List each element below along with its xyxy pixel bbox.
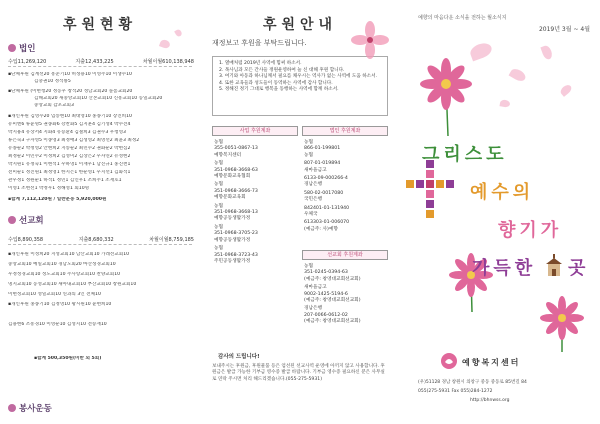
phone-fax: 055)275-5931 Fax 055)284-1272 [418, 389, 493, 394]
cosmos-flower-icon [540, 296, 584, 352]
list-item: 전미순1 정진원1 최정영1 한지은1 한순영1 우지선1 김화석1 [8, 170, 131, 175]
mission-accounts [304, 264, 388, 328]
list-item: 유종순2 박정영2 안현희2 지송순2 최민수2 권화순2 박현심2 [8, 146, 131, 151]
corporation-account-header: 법인 후원계좌 [302, 126, 388, 136]
list-item: 박지용4 유상서4 지화4 유승환4 김철희3 김권수3 우청영3 [8, 130, 126, 135]
section-mission-society: 선교회 [8, 214, 44, 226]
list-item: 최정순2 이민수2 이정희2 김성미2 김상은2 우자연2 유성현2 [8, 154, 131, 159]
notice-item: 3. 여기와 아동과 하나님께서 필요를 채우시는 역사가 없는 사역에 도움 하소서. [219, 74, 378, 80]
carryover-total: 차월이월610,138,948 [142, 59, 194, 65]
business-accounts [214, 140, 298, 267]
flower-decoration-icon [350, 20, 390, 60]
section-volunteer: 봉사운동 [8, 402, 52, 414]
list-item: 김해교회20 새중앙교회10 산본교회10 신흥교회10 동일교회20 [34, 96, 163, 101]
issue-date: 2019년 3월 ~ 4월 [538, 26, 590, 33]
list-item: 우정성경교회10 성도교회10 주사랑교회10 찬양교회10 [8, 272, 121, 277]
thanks-note: 감사의 드립니다! [218, 354, 260, 360]
flower-bullet-icon [8, 404, 16, 412]
intro-note: 재정보고 후원을 부탁드립니다. [212, 39, 307, 47]
list-item: ▪개인후원 김영수20 임송현10 최대영10 홍종기10 장진희10 [8, 114, 132, 119]
list-item: 중앙교회 감포교회3 [34, 103, 74, 108]
list-item: 명지교회10 동성교회10 새아내교회10 부산교회10 창원교회10 [8, 282, 137, 287]
list-item: 박지원1 유정숙1 이현석1 우하영1 이재우1 남진규1 홍진천1 [8, 162, 131, 167]
list-item: ▪개인후원 홍종기10 김정영10 황시원10 윤현희10 [8, 302, 112, 307]
account-entry: 농협 351-0968-3723-43 주민공동생활가정 [214, 246, 258, 264]
section-corporation: 법인 [8, 42, 35, 54]
account-entry: 경남은행 207-0066-0612-02 (예금주: 창영대교회선교회) [304, 306, 361, 325]
list-item: ▪단체후원 (이현청20 정동우 창석20 성남교회20 돌봄교회20 [8, 89, 133, 94]
account-entry: 807-01-019894 새마을금고 [304, 161, 341, 173]
petal-decoration [159, 39, 171, 50]
website-link[interactable]: http://bhnwss.org [470, 398, 510, 403]
corporation-accounts [304, 140, 388, 235]
carryover-total: 차월이월8,759,185 [149, 237, 194, 243]
business-account-header: 사업 후원계좌 [212, 126, 298, 136]
expense-total: 지출12,433,225 [75, 59, 114, 65]
cover-title-line4: 가득한 [472, 258, 537, 279]
cover-title-line1: 그리스도 [422, 144, 508, 165]
corporation-sum: ▪합계 7,112,120원 / 일반운동 5,920,000원 [8, 197, 107, 202]
logo-icon [440, 352, 458, 370]
corporation-totals [8, 58, 194, 65]
divider [8, 244, 192, 245]
panel1-title: 후원현황 [62, 17, 138, 33]
flower-bullet-icon [8, 44, 16, 52]
address: (우)51128 경남 창원시 의창구 중동 중동로 85번길 84 [418, 380, 527, 385]
cosmos-flower-icon [418, 56, 474, 136]
list-item: ▪단체후원 김계선20 흥준기10 허성용10 이영주10 이생수10 [8, 72, 132, 77]
notice-item: 1. 열매처럼 2019년 사역에 힘써 하소서. [219, 61, 302, 66]
list-item: 김충권10 정석룡5 [34, 79, 71, 84]
cross-mosaic-icon [404, 156, 460, 226]
center-name: 예향복지센터 [462, 358, 521, 367]
notice-item: 5. 정해진 정기 그대로 행복을 동행하는 사역에 함께 하소서. [219, 87, 339, 93]
expense-total: 지출8,680,332 [78, 237, 114, 243]
account-entry: 농협 351-0968-3668-63 예향문화교육협회 [214, 161, 258, 180]
cover-title-line4-end: 곳 [568, 258, 590, 279]
account-entry: 농협 351-0968-3666-73 예향문화교육회 [214, 182, 258, 201]
cover-title-line3: 향기가 [498, 220, 563, 241]
mission-account-header: 선교회 후원계좌 [302, 250, 388, 260]
panel2-title: 후원안내 [262, 17, 338, 33]
notice-item: 2. 목사님과 모든 간사들 정원운영하여 늘 신 대해 후원 합니다. [219, 67, 345, 73]
list-item: 유미엔6 류윤명5 권종화6 강찬화5 김지훈4 김기성4 박수견4 [8, 122, 131, 127]
footer-note: 보내주시는 후원금, 후원물품 등은 엄선된 선교사역 운영에 아끼지 않고 사용합니다. 후원금은 발급 가능한 기부금 영수증 발급 바랍니다. 기부금 영수증 필요하신 분은 사무실로 연락 주시면 처리 해드리겠습니다.(055-275-5931) [212, 364, 385, 382]
divider [8, 66, 192, 67]
account-entry: 842401-01-131940 우체국 [304, 205, 350, 218]
account-entry: 6133-09-000266-4 경남은행 [304, 176, 348, 188]
list-item: 이영1 조현선1 박정우1 정해성1 외10명 [8, 186, 90, 191]
account-entry: 농협 866-01-199801 농협 [304, 140, 341, 158]
notice-item: 4. 또한 교육들과 성도들이 동역하는 사역에 감사 합니다. [219, 80, 333, 86]
notice-box [212, 56, 388, 116]
panel-donation-guide [200, 0, 400, 424]
list-item: 중앙교회10 예일교회10 경남노회20 마산성경교회10 [8, 262, 116, 267]
account-entry: 농협 351-0968-3705-23 예향공동생활가정 [214, 224, 258, 243]
account-entry: 613303-01-006070 (예금주: 사)예향 [304, 220, 350, 232]
list-item: 관우정1 정원순1 하석1 정민1 김인우1 조희주1 조재호1 [8, 178, 122, 183]
cover-title-line2: 예수의 [470, 182, 535, 203]
mission-sum: ▪합계 500,350원(미반 외 5회) [34, 356, 102, 361]
account-entry: 농협 355-0051-0867-13 예향복지센터 [214, 140, 258, 158]
list-item: 김용현6 조흥경10 이영순10 김성지10 전승재10 [8, 322, 107, 327]
list-item: 류은숙3 구자영5 이종영3 최정애3 김성영2 최영선2 최윤3 최정2 [8, 138, 140, 143]
account-entry: 농협 351-0968-3668-13 예향공동생활가정 [214, 203, 258, 222]
income-total: 수입11,269,120 [8, 59, 47, 65]
account-entry: 농협 351-0245-0394-63 (예금주: 창영대교회선교회) [304, 264, 361, 282]
list-item: 이현성교회10 성일교회10 연과의 3인 전체10 [8, 292, 101, 297]
mission-totals [8, 236, 194, 243]
income-total: 수입8,890,358 [8, 237, 44, 243]
flower-bullet-icon [8, 216, 16, 224]
account-entry: 새마을금고 9002-1425-5194-6 (예금주: 창영대교회선교회) [304, 285, 361, 304]
church-icon [542, 254, 566, 278]
account-entry: 580-02-0017080 국민은행 [304, 190, 344, 203]
newsletter-tagline: 예향의 마음다운 소식을 전하는 월소식지 [418, 15, 507, 21]
list-item: ▪개인후원 이성희20 지성교회10 남산교회10 가레선교회10 [8, 252, 130, 257]
panel-donation-status [0, 0, 200, 424]
